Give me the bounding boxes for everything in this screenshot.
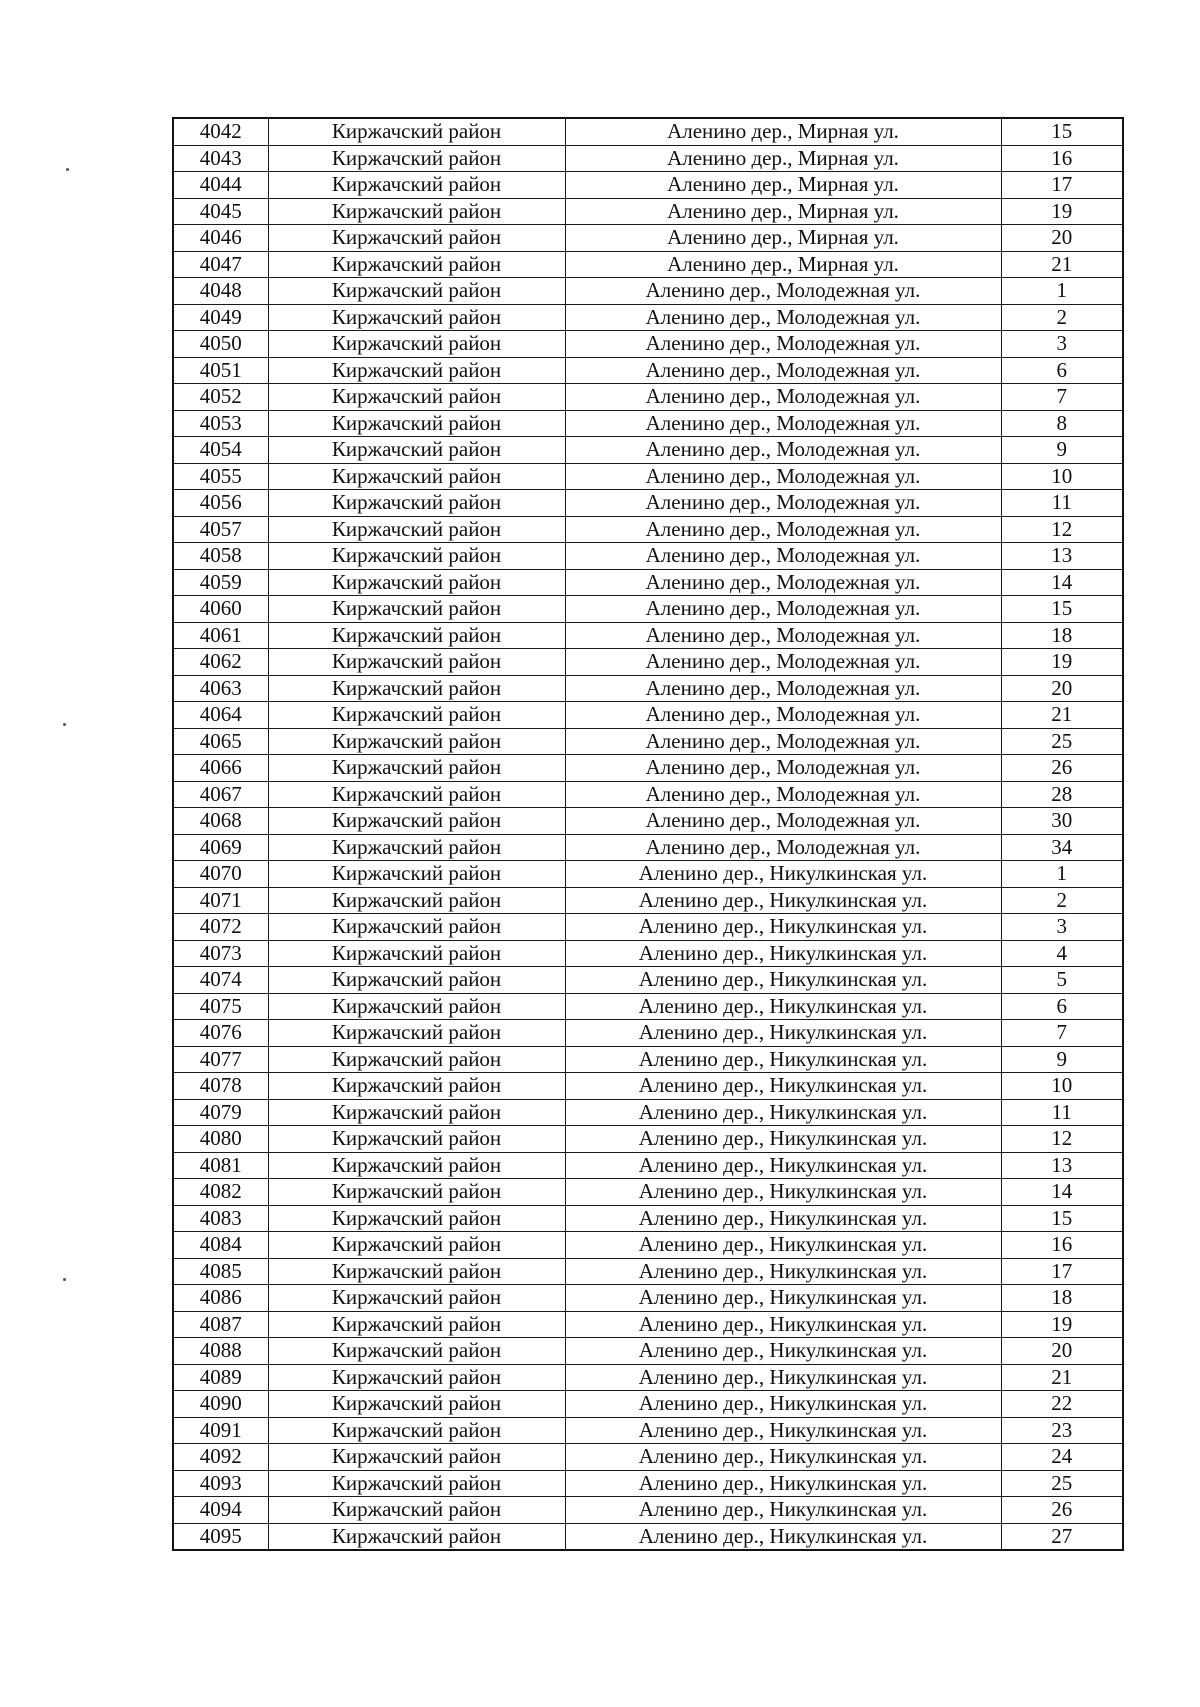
- district-cell: Киржачский район: [268, 1152, 565, 1179]
- district-cell: Киржачский район: [268, 225, 565, 252]
- house-number-cell: 4: [1001, 940, 1123, 967]
- street-address-cell: Аленино дер., Никулкинская ул.: [565, 1523, 1001, 1550]
- district-cell: Киржачский район: [268, 490, 565, 517]
- district-cell: Киржачский район: [268, 331, 565, 358]
- street-address-cell: Аленино дер., Никулкинская ул.: [565, 1073, 1001, 1100]
- house-number-cell: 12: [1001, 516, 1123, 543]
- street-address-cell: Аленино дер., Молодежная ул.: [565, 410, 1001, 437]
- record-number-cell: 4064: [173, 702, 268, 729]
- street-address-cell: Аленино дер., Молодежная ул.: [565, 543, 1001, 570]
- record-number-cell: 4076: [173, 1020, 268, 1047]
- street-address-cell: Аленино дер., Молодежная ул.: [565, 516, 1001, 543]
- district-cell: Киржачский район: [268, 728, 565, 755]
- street-address-cell: Аленино дер., Мирная ул.: [565, 172, 1001, 199]
- record-number-cell: 4068: [173, 808, 268, 835]
- district-cell: Киржачский район: [268, 861, 565, 888]
- table-row: [173, 993, 1123, 1020]
- house-number-cell: 27: [1001, 1523, 1123, 1550]
- scan-speck: [63, 723, 66, 726]
- street-address-cell: Аленино дер., Мирная ул.: [565, 225, 1001, 252]
- table-row: [173, 622, 1123, 649]
- record-number-cell: 4042: [173, 118, 268, 145]
- table-row: [173, 1152, 1123, 1179]
- house-number-cell: 9: [1001, 437, 1123, 464]
- street-address-cell: Аленино дер., Никулкинская ул.: [565, 1205, 1001, 1232]
- record-number-cell: 4079: [173, 1099, 268, 1126]
- street-address-cell: Аленино дер., Никулкинская ул.: [565, 1417, 1001, 1444]
- record-number-cell: 4049: [173, 304, 268, 331]
- table-row: [173, 781, 1123, 808]
- district-cell: Киржачский район: [268, 702, 565, 729]
- street-address-cell: Аленино дер., Никулкинская ул.: [565, 967, 1001, 994]
- street-address-cell: Аленино дер., Никулкинская ул.: [565, 1391, 1001, 1418]
- table-row: [173, 1126, 1123, 1153]
- table-row: [173, 834, 1123, 861]
- table-row: [173, 278, 1123, 305]
- street-address-cell: Аленино дер., Никулкинская ул.: [565, 1470, 1001, 1497]
- district-cell: Киржачский район: [268, 1470, 565, 1497]
- record-number-cell: 4080: [173, 1126, 268, 1153]
- table-row: [173, 1311, 1123, 1338]
- house-number-cell: 21: [1001, 702, 1123, 729]
- street-address-cell: Аленино дер., Молодежная ул.: [565, 675, 1001, 702]
- record-number-cell: 4057: [173, 516, 268, 543]
- table-row: [173, 1391, 1123, 1418]
- record-number-cell: 4086: [173, 1285, 268, 1312]
- district-cell: Киржачский район: [268, 993, 565, 1020]
- district-cell: Киржачский район: [268, 1523, 565, 1550]
- district-cell: Киржачский район: [268, 834, 565, 861]
- district-cell: Киржачский район: [268, 410, 565, 437]
- record-number-cell: 4063: [173, 675, 268, 702]
- record-number-cell: 4045: [173, 198, 268, 225]
- district-cell: Киржачский район: [268, 914, 565, 941]
- table-row: [173, 1523, 1123, 1550]
- table-row: [173, 940, 1123, 967]
- house-number-cell: 18: [1001, 1285, 1123, 1312]
- district-cell: Киржачский район: [268, 1497, 565, 1524]
- house-number-cell: 25: [1001, 728, 1123, 755]
- street-address-cell: Аленино дер., Молодежная ул.: [565, 437, 1001, 464]
- district-cell: Киржачский район: [268, 1205, 565, 1232]
- district-cell: Киржачский район: [268, 1126, 565, 1153]
- house-number-cell: 6: [1001, 357, 1123, 384]
- district-cell: Киржачский район: [268, 1338, 565, 1365]
- table-row: [173, 1338, 1123, 1365]
- table-row: [173, 1179, 1123, 1206]
- street-address-cell: Аленино дер., Никулкинская ул.: [565, 1020, 1001, 1047]
- district-cell: Киржачский район: [268, 808, 565, 835]
- district-cell: Киржачский район: [268, 1364, 565, 1391]
- record-number-cell: 4056: [173, 490, 268, 517]
- district-cell: Киржачский район: [268, 622, 565, 649]
- district-cell: Киржачский район: [268, 1099, 565, 1126]
- record-number-cell: 4048: [173, 278, 268, 305]
- table-row: [173, 1470, 1123, 1497]
- house-number-cell: 17: [1001, 172, 1123, 199]
- record-number-cell: 4091: [173, 1417, 268, 1444]
- table-row: [173, 808, 1123, 835]
- record-number-cell: 4095: [173, 1523, 268, 1550]
- house-number-cell: 19: [1001, 649, 1123, 676]
- house-number-cell: 1: [1001, 278, 1123, 305]
- record-number-cell: 4066: [173, 755, 268, 782]
- street-address-cell: Аленино дер., Молодежная ул.: [565, 702, 1001, 729]
- street-address-cell: Аленино дер., Никулкинская ул.: [565, 1152, 1001, 1179]
- record-number-cell: 4058: [173, 543, 268, 570]
- house-number-cell: 19: [1001, 198, 1123, 225]
- record-number-cell: 4081: [173, 1152, 268, 1179]
- house-number-cell: 11: [1001, 1099, 1123, 1126]
- district-cell: Киржачский район: [268, 1391, 565, 1418]
- table-row: [173, 861, 1123, 888]
- table-row: [173, 198, 1123, 225]
- house-number-cell: 5: [1001, 967, 1123, 994]
- record-number-cell: 4094: [173, 1497, 268, 1524]
- scan-speck: [63, 1278, 66, 1281]
- house-number-cell: 20: [1001, 1338, 1123, 1365]
- table-row: [173, 1258, 1123, 1285]
- street-address-cell: Аленино дер., Молодежная ул.: [565, 834, 1001, 861]
- house-number-cell: 14: [1001, 1179, 1123, 1206]
- street-address-cell: Аленино дер., Молодежная ул.: [565, 331, 1001, 358]
- address-table-body: [173, 118, 1123, 1550]
- table-row: [173, 569, 1123, 596]
- record-number-cell: 4084: [173, 1232, 268, 1259]
- record-number-cell: 4087: [173, 1311, 268, 1338]
- street-address-cell: Аленино дер., Молодежная ул.: [565, 781, 1001, 808]
- house-number-cell: 15: [1001, 118, 1123, 145]
- street-address-cell: Аленино дер., Никулкинская ул.: [565, 1126, 1001, 1153]
- district-cell: Киржачский район: [268, 1311, 565, 1338]
- house-number-cell: 22: [1001, 1391, 1123, 1418]
- district-cell: Киржачский район: [268, 675, 565, 702]
- district-cell: Киржачский район: [268, 967, 565, 994]
- table-row: [173, 118, 1123, 145]
- house-number-cell: 10: [1001, 1073, 1123, 1100]
- table-row: [173, 755, 1123, 782]
- district-cell: Киржачский район: [268, 145, 565, 172]
- record-number-cell: 4093: [173, 1470, 268, 1497]
- table-row: [173, 145, 1123, 172]
- table-row: [173, 887, 1123, 914]
- street-address-cell: Аленино дер., Никулкинская ул.: [565, 887, 1001, 914]
- house-number-cell: 26: [1001, 1497, 1123, 1524]
- street-address-cell: Аленино дер., Никулкинская ул.: [565, 1364, 1001, 1391]
- street-address-cell: Аленино дер., Мирная ул.: [565, 118, 1001, 145]
- table-row: [173, 384, 1123, 411]
- district-cell: Киржачский район: [268, 543, 565, 570]
- house-number-cell: 21: [1001, 1364, 1123, 1391]
- district-cell: Киржачский район: [268, 357, 565, 384]
- street-address-cell: Аленино дер., Молодежная ул.: [565, 649, 1001, 676]
- table-row: [173, 172, 1123, 199]
- district-cell: Киржачский район: [268, 1258, 565, 1285]
- record-number-cell: 4071: [173, 887, 268, 914]
- street-address-cell: Аленино дер., Молодежная ул.: [565, 357, 1001, 384]
- district-cell: Киржачский район: [268, 384, 565, 411]
- house-number-cell: 12: [1001, 1126, 1123, 1153]
- record-number-cell: 4078: [173, 1073, 268, 1100]
- district-cell: Киржачский район: [268, 887, 565, 914]
- house-number-cell: 6: [1001, 993, 1123, 1020]
- street-address-cell: Аленино дер., Никулкинская ул.: [565, 940, 1001, 967]
- district-cell: Киржачский район: [268, 437, 565, 464]
- district-cell: Киржачский район: [268, 781, 565, 808]
- table-row: [173, 649, 1123, 676]
- table-row: [173, 675, 1123, 702]
- house-number-cell: 30: [1001, 808, 1123, 835]
- street-address-cell: Аленино дер., Никулкинская ул.: [565, 1258, 1001, 1285]
- street-address-cell: Аленино дер., Молодежная ул.: [565, 808, 1001, 835]
- table-row: [173, 410, 1123, 437]
- record-number-cell: 4088: [173, 1338, 268, 1365]
- district-cell: Киржачский район: [268, 1285, 565, 1312]
- table-row: [173, 516, 1123, 543]
- table-row: [173, 1232, 1123, 1259]
- record-number-cell: 4060: [173, 596, 268, 623]
- street-address-cell: Аленино дер., Молодежная ул.: [565, 596, 1001, 623]
- district-cell: Киржачский район: [268, 596, 565, 623]
- street-address-cell: Аленино дер., Молодежная ул.: [565, 728, 1001, 755]
- street-address-cell: Аленино дер., Молодежная ул.: [565, 755, 1001, 782]
- record-number-cell: 4053: [173, 410, 268, 437]
- record-number-cell: 4043: [173, 145, 268, 172]
- record-number-cell: 4092: [173, 1444, 268, 1471]
- house-number-cell: 1: [1001, 861, 1123, 888]
- record-number-cell: 4047: [173, 251, 268, 278]
- district-cell: Киржачский район: [268, 1444, 565, 1471]
- record-number-cell: 4069: [173, 834, 268, 861]
- record-number-cell: 4062: [173, 649, 268, 676]
- house-number-cell: 14: [1001, 569, 1123, 596]
- record-number-cell: 4054: [173, 437, 268, 464]
- house-number-cell: 16: [1001, 145, 1123, 172]
- house-number-cell: 8: [1001, 410, 1123, 437]
- street-address-cell: Аленино дер., Никулкинская ул.: [565, 1311, 1001, 1338]
- house-number-cell: 10: [1001, 463, 1123, 490]
- record-number-cell: 4073: [173, 940, 268, 967]
- district-cell: Киржачский район: [268, 251, 565, 278]
- street-address-cell: Аленино дер., Молодежная ул.: [565, 278, 1001, 305]
- record-number-cell: 4070: [173, 861, 268, 888]
- record-number-cell: 4065: [173, 728, 268, 755]
- record-number-cell: 4075: [173, 993, 268, 1020]
- house-number-cell: 9: [1001, 1046, 1123, 1073]
- record-number-cell: 4050: [173, 331, 268, 358]
- table-row: [173, 702, 1123, 729]
- street-address-cell: Аленино дер., Молодежная ул.: [565, 490, 1001, 517]
- house-number-cell: 13: [1001, 543, 1123, 570]
- house-number-cell: 20: [1001, 675, 1123, 702]
- record-number-cell: 4072: [173, 914, 268, 941]
- table-row: [173, 304, 1123, 331]
- table-row: [173, 967, 1123, 994]
- house-number-cell: 11: [1001, 490, 1123, 517]
- table-row: [173, 1417, 1123, 1444]
- street-address-cell: Аленино дер., Молодежная ул.: [565, 463, 1001, 490]
- street-address-cell: Аленино дер., Никулкинская ул.: [565, 1232, 1001, 1259]
- table-row: [173, 1444, 1123, 1471]
- house-number-cell: 23: [1001, 1417, 1123, 1444]
- house-number-cell: 26: [1001, 755, 1123, 782]
- house-number-cell: 16: [1001, 1232, 1123, 1259]
- district-cell: Киржачский район: [268, 1232, 565, 1259]
- table-row: [173, 1497, 1123, 1524]
- district-cell: Киржачский район: [268, 1020, 565, 1047]
- district-cell: Киржачский район: [268, 278, 565, 305]
- street-address-cell: Аленино дер., Никулкинская ул.: [565, 861, 1001, 888]
- house-number-cell: 15: [1001, 596, 1123, 623]
- district-cell: Киржачский район: [268, 1179, 565, 1206]
- record-number-cell: 4090: [173, 1391, 268, 1418]
- district-cell: Киржачский район: [268, 649, 565, 676]
- house-number-cell: 21: [1001, 251, 1123, 278]
- street-address-cell: Аленино дер., Никулкинская ул.: [565, 1444, 1001, 1471]
- record-number-cell: 4089: [173, 1364, 268, 1391]
- record-number-cell: 4067: [173, 781, 268, 808]
- address-table: [172, 117, 1124, 1551]
- record-number-cell: 4082: [173, 1179, 268, 1206]
- street-address-cell: Аленино дер., Молодежная ул.: [565, 569, 1001, 596]
- street-address-cell: Аленино дер., Молодежная ул.: [565, 384, 1001, 411]
- table-row: [173, 225, 1123, 252]
- house-number-cell: 24: [1001, 1444, 1123, 1471]
- district-cell: Киржачский район: [268, 172, 565, 199]
- street-address-cell: Аленино дер., Никулкинская ул.: [565, 1497, 1001, 1524]
- district-cell: Киржачский район: [268, 940, 565, 967]
- street-address-cell: Аленино дер., Никулкинская ул.: [565, 1179, 1001, 1206]
- district-cell: Киржачский район: [268, 1046, 565, 1073]
- table-row: [173, 357, 1123, 384]
- street-address-cell: Аленино дер., Мирная ул.: [565, 198, 1001, 225]
- record-number-cell: 4077: [173, 1046, 268, 1073]
- street-address-cell: Аленино дер., Никулкинская ул.: [565, 1046, 1001, 1073]
- record-number-cell: 4055: [173, 463, 268, 490]
- street-address-cell: Аленино дер., Никулкинская ул.: [565, 993, 1001, 1020]
- table-row: [173, 543, 1123, 570]
- table-row: [173, 1285, 1123, 1312]
- table-row: [173, 1205, 1123, 1232]
- table-row: [173, 596, 1123, 623]
- street-address-cell: Аленино дер., Молодежная ул.: [565, 304, 1001, 331]
- district-cell: Киржачский район: [268, 1073, 565, 1100]
- record-number-cell: 4074: [173, 967, 268, 994]
- table-row: [173, 1046, 1123, 1073]
- district-cell: Киржачский район: [268, 304, 565, 331]
- house-number-cell: 2: [1001, 887, 1123, 914]
- district-cell: Киржачский район: [268, 569, 565, 596]
- record-number-cell: 4046: [173, 225, 268, 252]
- house-number-cell: 17: [1001, 1258, 1123, 1285]
- house-number-cell: 18: [1001, 622, 1123, 649]
- house-number-cell: 3: [1001, 914, 1123, 941]
- house-number-cell: 20: [1001, 225, 1123, 252]
- table-row: [173, 251, 1123, 278]
- house-number-cell: 7: [1001, 1020, 1123, 1047]
- scan-speck: [66, 168, 69, 171]
- district-cell: Киржачский район: [268, 198, 565, 225]
- house-number-cell: 19: [1001, 1311, 1123, 1338]
- table-row: [173, 331, 1123, 358]
- table-row: [173, 1020, 1123, 1047]
- table-row: [173, 1364, 1123, 1391]
- district-cell: Киржачский район: [268, 516, 565, 543]
- table-row: [173, 1099, 1123, 1126]
- house-number-cell: 3: [1001, 331, 1123, 358]
- record-number-cell: 4083: [173, 1205, 268, 1232]
- house-number-cell: 34: [1001, 834, 1123, 861]
- record-number-cell: 4044: [173, 172, 268, 199]
- district-cell: Киржачский район: [268, 118, 565, 145]
- street-address-cell: Аленино дер., Никулкинская ул.: [565, 1099, 1001, 1126]
- house-number-cell: 28: [1001, 781, 1123, 808]
- house-number-cell: 13: [1001, 1152, 1123, 1179]
- record-number-cell: 4085: [173, 1258, 268, 1285]
- table-row: [173, 728, 1123, 755]
- street-address-cell: Аленино дер., Мирная ул.: [565, 251, 1001, 278]
- record-number-cell: 4051: [173, 357, 268, 384]
- record-number-cell: 4052: [173, 384, 268, 411]
- street-address-cell: Аленино дер., Никулкинская ул.: [565, 1285, 1001, 1312]
- table-row: [173, 914, 1123, 941]
- district-cell: Киржачский район: [268, 463, 565, 490]
- street-address-cell: Аленино дер., Молодежная ул.: [565, 622, 1001, 649]
- street-address-cell: Аленино дер., Мирная ул.: [565, 145, 1001, 172]
- district-cell: Киржачский район: [268, 755, 565, 782]
- table-row: [173, 437, 1123, 464]
- table-row: [173, 1073, 1123, 1100]
- house-number-cell: 2: [1001, 304, 1123, 331]
- street-address-cell: Аленино дер., Никулкинская ул.: [565, 914, 1001, 941]
- street-address-cell: Аленино дер., Никулкинская ул.: [565, 1338, 1001, 1365]
- district-cell: Киржачский район: [268, 1417, 565, 1444]
- table-row: [173, 490, 1123, 517]
- record-number-cell: 4061: [173, 622, 268, 649]
- house-number-cell: 25: [1001, 1470, 1123, 1497]
- record-number-cell: 4059: [173, 569, 268, 596]
- house-number-cell: 7: [1001, 384, 1123, 411]
- table-row: [173, 463, 1123, 490]
- house-number-cell: 15: [1001, 1205, 1123, 1232]
